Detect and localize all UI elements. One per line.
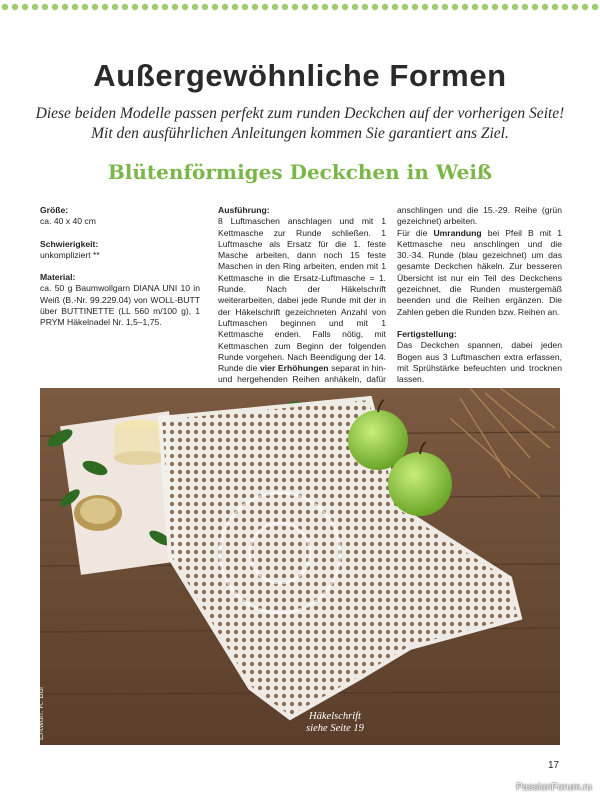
border-text: Für die Umrandung bei Pfeil B mit 1 Kettmasche neu anschlingen und die 30.-34. Runde (blau gezeichnet) um das gesamte Deckchen häkeln. Zur besseren Übersicht ist nur ein Teil des Deckchens gezeichnet, die Runden mustergemäß beenden und die Reihen ergänzen. Die Zahlen geben die Runden bzw. Reihen an.: [397, 227, 562, 317]
finish-text: Das Deckchen spannen, dabei jeden Bogen aus 3 Luftmaschen extra erfassen, mit Sprühstärke befeuchten und trocknen lassen.: [397, 340, 562, 385]
section-subtitle: Blütenförmiges Deckchen in Weiß: [107, 160, 493, 184]
column-border-finish: [397, 205, 562, 385]
material-label: Material:: [40, 272, 76, 283]
doily-photo: [40, 388, 560, 745]
column-instructions: [218, 205, 386, 397]
difficulty-value: unkompliziert **: [40, 249, 100, 260]
watermark: PassionForum.ru: [515, 782, 592, 793]
page-title: Außergewöhnliche Formen: [93, 58, 507, 93]
material-value: ca. 50 g Baumwollgarn DIANA UNI 10 in Weiß (B.-Nr. 99.229.04) von WOLL-BUTT über BUTTINETTE (LL 560 m/100 g), 1 PRYM Häkelnadel Nr. 1,5–1,75.: [40, 283, 200, 328]
bold-increases: vier Erhöhungen: [260, 363, 329, 374]
column-materials: [40, 205, 200, 329]
finish-label: Fertigstellung:: [397, 328, 457, 339]
photo-credit: Entwurf: K. Bül: [36, 687, 45, 740]
size-label: Größe:: [40, 205, 69, 215]
decorative-top-border: [0, 0, 600, 14]
size-value: ca. 40 x 40 cm: [40, 216, 96, 227]
bold-border: Umrandung: [433, 227, 482, 238]
difficulty-label: Schwierigkeit:: [40, 238, 99, 249]
intro-line-2: Mit den ausführlichen Anleitungen kommen Sie garantiert ans Ziel.: [91, 125, 509, 142]
instructions-text: 8 Luftmaschen anschlagen und mit 1 Kettmasche zur Runde schließen. 1 Luftmasche als Ersatz für die 1. feste Masche arbeiten, dann noch 15 feste Maschen in den Ring arbeiten, enden mit 1 Kettmasche in die Ersatz-Luftmasche = 1. Runde. Nach der Häkelschrift weiterarbeiten, dabei jede Runde mit der in der Häkelschrift gezeichneten Anzahl von Luftmaschen beginnen und mit 1 Kettmasche enden. Falls nötig, mit Kettmaschen zum Beginn der folgenden Runde vorgehen. Nach Beendigung der 14. Runde die vier Erhöhungen separat in hin- und hergehenden Reihen anhäkeln, dafür: [218, 216, 386, 385]
page-number: 17: [548, 760, 560, 771]
intro-line-1: Diese beiden Modelle passen perfekt zum runden Deckchen auf der vorherigen Seite!: [35, 105, 565, 122]
intro-text: [20, 104, 580, 144]
chart-reference-hint: Häkelschrift siehe Seite 19: [306, 711, 364, 734]
instructions-label: Ausführung:: [218, 205, 270, 215]
instructions-continued: anschlingen und die 15.-29. Reihe (grün gezeichnet) arbeiten.: [397, 205, 562, 227]
